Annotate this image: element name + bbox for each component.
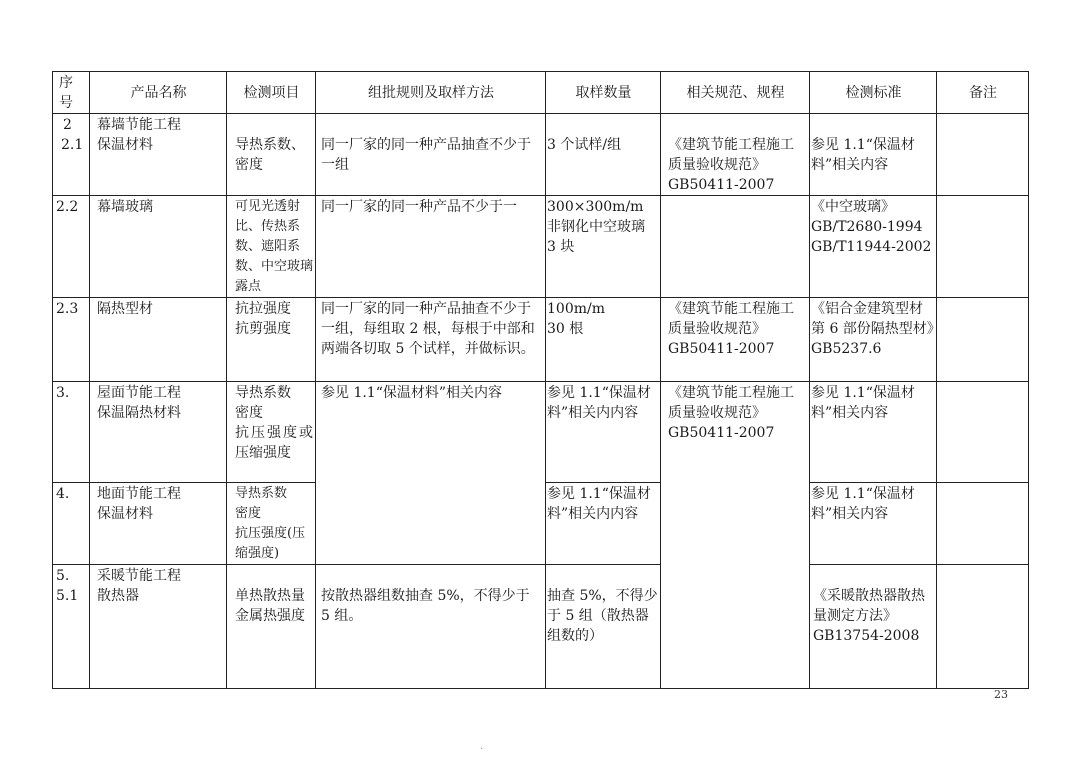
seq-cell: 5. 5.1 [53,565,90,689]
quantity-cell: 参见 1.1“保温材料”相关内内容 [546,483,661,565]
product-cell: 幕墙节能工程 保温材料 [90,114,227,196]
note-cell [937,565,1029,689]
standard-cell: 参见 1.1“保温材料”相关内容 [810,483,937,565]
standard-cell: 《铝合金建筑型材第 6 部份隔热型材》GB5237.6 [810,298,937,382]
note-cell [937,483,1029,565]
items-cell: 导热系数、 密度 [227,114,316,196]
spec-cell: 《建筑节能工程施工质量验收规范》GB50411-2007 [661,298,810,382]
method-cell: 同一厂家的同一种产品抽查不少于一组，每组取 2 根，每根于中部和两端各切取 5 个试样，并做标识。 [316,298,546,382]
footer-mark: . [480,741,484,752]
note-cell [937,382,1029,483]
items-cell: 可见光透射比、传热系数、遮阳系数、中空玻璃露点 [227,196,316,298]
quantity-cell: 参见 1.1“保温材料”相关内内容 [546,382,661,483]
standard-cell: 《采暖散热器散热量测定方法》GB13754-2008 [810,565,937,689]
note-cell [937,298,1029,382]
header-note: 备注 [937,72,1029,114]
items-cell: 导热系数 密度 抗压强度(压缩强度) [227,483,316,565]
header-standard: 检测标准 [810,72,937,114]
items-cell: 抗拉强度 抗剪强度 [227,298,316,382]
table-row [53,114,1029,196]
seq-cell: 2.2 [53,196,90,298]
inspection-table [52,71,1029,689]
header-row [53,72,1029,114]
product-cell: 地面节能工程 保温材料 [90,483,227,565]
seq-cell: 3. [53,382,90,483]
note-cell [937,196,1029,298]
method-cell: 按散热器组数抽查 5%，不得少于 5 组。 [316,565,546,689]
product-cell: 采暖节能工程 散热器 [90,565,227,689]
method-cell: 同一厂家的同一种产品抽查不少于一组 [316,114,546,196]
table-row [53,298,1029,382]
header-method: 组批规则及取样方法 [316,72,546,114]
spec-cell [661,196,810,298]
header-quantity: 取样数量 [546,72,661,114]
quantity-cell: 3 个试样/组 [546,114,661,196]
method-cell: 同一厂家的同一种产品不少于一 [316,196,546,298]
standard-cell: 参见 1.1“保温材料”相关内容 [810,114,937,196]
seq-cell: 4. [53,483,90,565]
items-cell: 导热系数 密度 抗压强度或压缩强度 [227,382,316,483]
product-cell: 屋面节能工程 保温隔热材料 [90,382,227,483]
seq-cell: 2 2.1 [53,114,90,196]
quantity-cell: 抽查 5%，不得少于 5 组（散热器组数的） [546,565,661,689]
items-cell: 单热散热量 金属热强度 [227,565,316,689]
spec-cell: 《建筑节能工程施工质量验收规范》GB50411-2007 [661,382,810,689]
method-cell: 参见 1.1“保温材料”相关内容 [316,382,546,565]
seq-cell: 2.3 [53,298,90,382]
spec-cell: 《建筑节能工程施工质量验收规范》GB50411-2007 [661,114,810,196]
quantity-cell: 100m/m 30 根 [546,298,661,382]
table-row [53,565,1029,689]
table-row [53,196,1029,298]
product-cell: 隔热型材 [90,298,227,382]
quantity-cell: 300×300m/m 非钢化中空玻璃 3 块 [546,196,661,298]
note-cell [937,114,1029,196]
page-number: 23 [994,688,1008,701]
product-cell: 幕墙玻璃 [90,196,227,298]
table-row [53,382,1029,483]
standard-cell: 参见 1.1“保温材料”相关内容 [810,382,937,483]
standard-cell: 《中空玻璃》 GB/T2680-1994 GB/T11944-2002 [810,196,937,298]
header-spec: 相关规范、规程 [661,72,810,114]
header-items: 检测项目 [227,72,316,114]
header-seq: 序 号 [53,72,90,114]
header-product: 产品名称 [90,72,227,114]
